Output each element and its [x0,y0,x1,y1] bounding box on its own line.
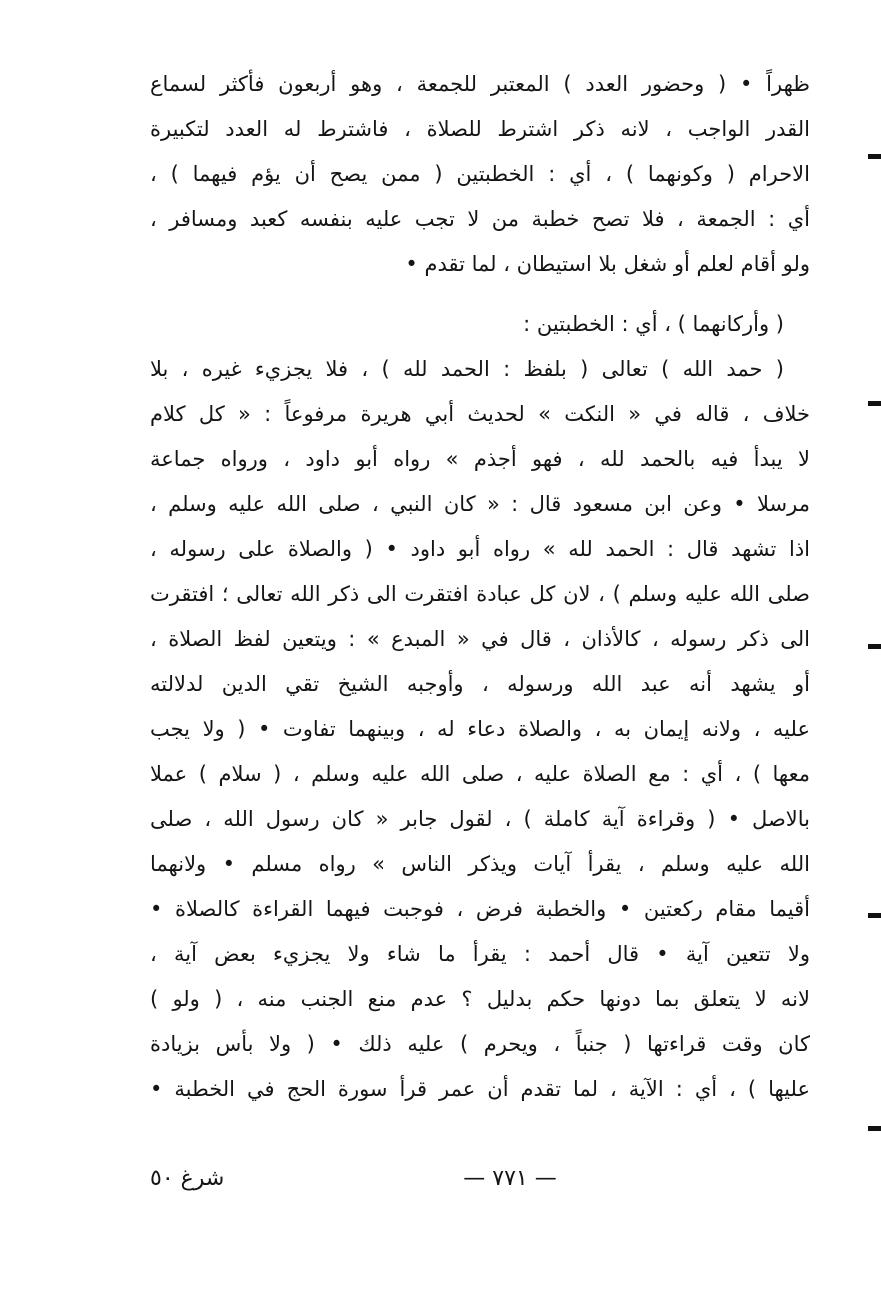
paragraph-gap [150,287,810,302]
page-footer [150,1161,810,1197]
text-line: مرسلا • وعن ابن مسعود قال : « كان النبي ، صلى الله عليه وسلم ، [150,492,810,516]
margin-edge-mark [868,913,881,918]
margin-edge-mark [868,644,881,649]
text-line: معها ) ، أي : مع الصلاة عليه ، صلى الله عليه وسلم ، ( سلام ) عملا [150,762,810,786]
text-line: اذا تشهد قال : الحمد لله » رواه أبو داود • ( والصلاة على رسوله ، [150,537,810,561]
margin-edge-mark [868,154,881,159]
margin-edge-mark [868,1126,881,1131]
text-line: ( وأركانهما ) ، أي : الخطبتين : [523,312,784,336]
printer-signature-mark: شرغ ٥٠ [150,1166,225,1191]
text-line: كان وقت قراءتها ( جنباً ، ويحرم ) عليه ذلك • ( ولا بأس بزيادة [150,1032,810,1056]
page-number: — ٧٧١ — [463,1166,557,1191]
text-line: الى ذكر رسوله ، كالأذان ، قال في « المبدع » : ويتعين لفظ الصلاة ، [150,627,810,651]
text-line: عليها ) ، أي : الآية ، لما تقدم أن عمر قرأ سورة الحج في الخطبة • [150,1077,810,1101]
text-line: أقيما مقام ركعتين • والخطبة فرض ، فوجبت فيهما القراءة كالصلاة • [150,897,810,921]
margin-edge-mark [868,401,881,406]
text-line: ولو أقام لعلم أو شغل بلا استيطان ، لما تقدم • [405,252,810,276]
text-line: ولا تتعين آية • قال أحمد : يقرأ ما شاء ولا يجزيء بعض آية ، [150,942,810,966]
text-line: ( حمد الله ) تعالى ( بلفظ : الحمد لله ) ، فلا يجزيء غيره ، بلا [150,357,784,381]
text-line: لانه لا يتعلق بما دونها حكم بدليل ؟ عدم منع الجنب منه ، ( ولو ) [150,987,810,1011]
arabic-text-body [150,62,810,1112]
text-line: أو يشهد أنه عبد الله ورسوله ، وأوجبه الشيخ تقي الدين لدلالته [150,672,810,696]
text-line: الله عليه وسلم ، يقرأ آيات ويذكر الناس » رواه مسلم • ولانهما [150,852,810,876]
text-line: خلاف ، قاله في « النكت » لحديث أبي هريرة مرفوعاً : « كل كلام [150,402,810,426]
text-line: ظهراً • ( وحضور العدد ) المعتبر للجمعة ، وهو أربعون فأكثر لسماع [150,72,810,96]
text-line: بالاصل • ( وقراءة آية كاملة ) ، لقول جابر « كان رسول الله ، صلى [150,807,810,831]
text-line: أي : الجمعة ، فلا تصح خطبة من لا تجب عليه بنفسه كعبد ومسافر ، [150,207,810,231]
text-line: القدر الواجب ، لانه ذكر اشترط للصلاة ، فاشترط له العدد لتكبيرة [150,117,810,141]
text-line: لا يبدأ فيه بالحمد لله ، فهو أجذم » رواه أبو داود ، ورواه جماعة [150,447,810,471]
text-line: الاحرام ( وكونهما ) ، أي : الخطبتين ( ممن يصح أن يؤم فيهما ) ، [150,162,810,186]
text-line: عليه ، ولانه إيمان به ، والصلاة دعاء له ، وبينهما تفاوت • ( ولا يجب [150,717,810,741]
text-line: صلى الله عليه وسلم ) ، لان كل عبادة افتقرت الى ذكر الله تعالى ؛ افتقرت [150,582,810,606]
